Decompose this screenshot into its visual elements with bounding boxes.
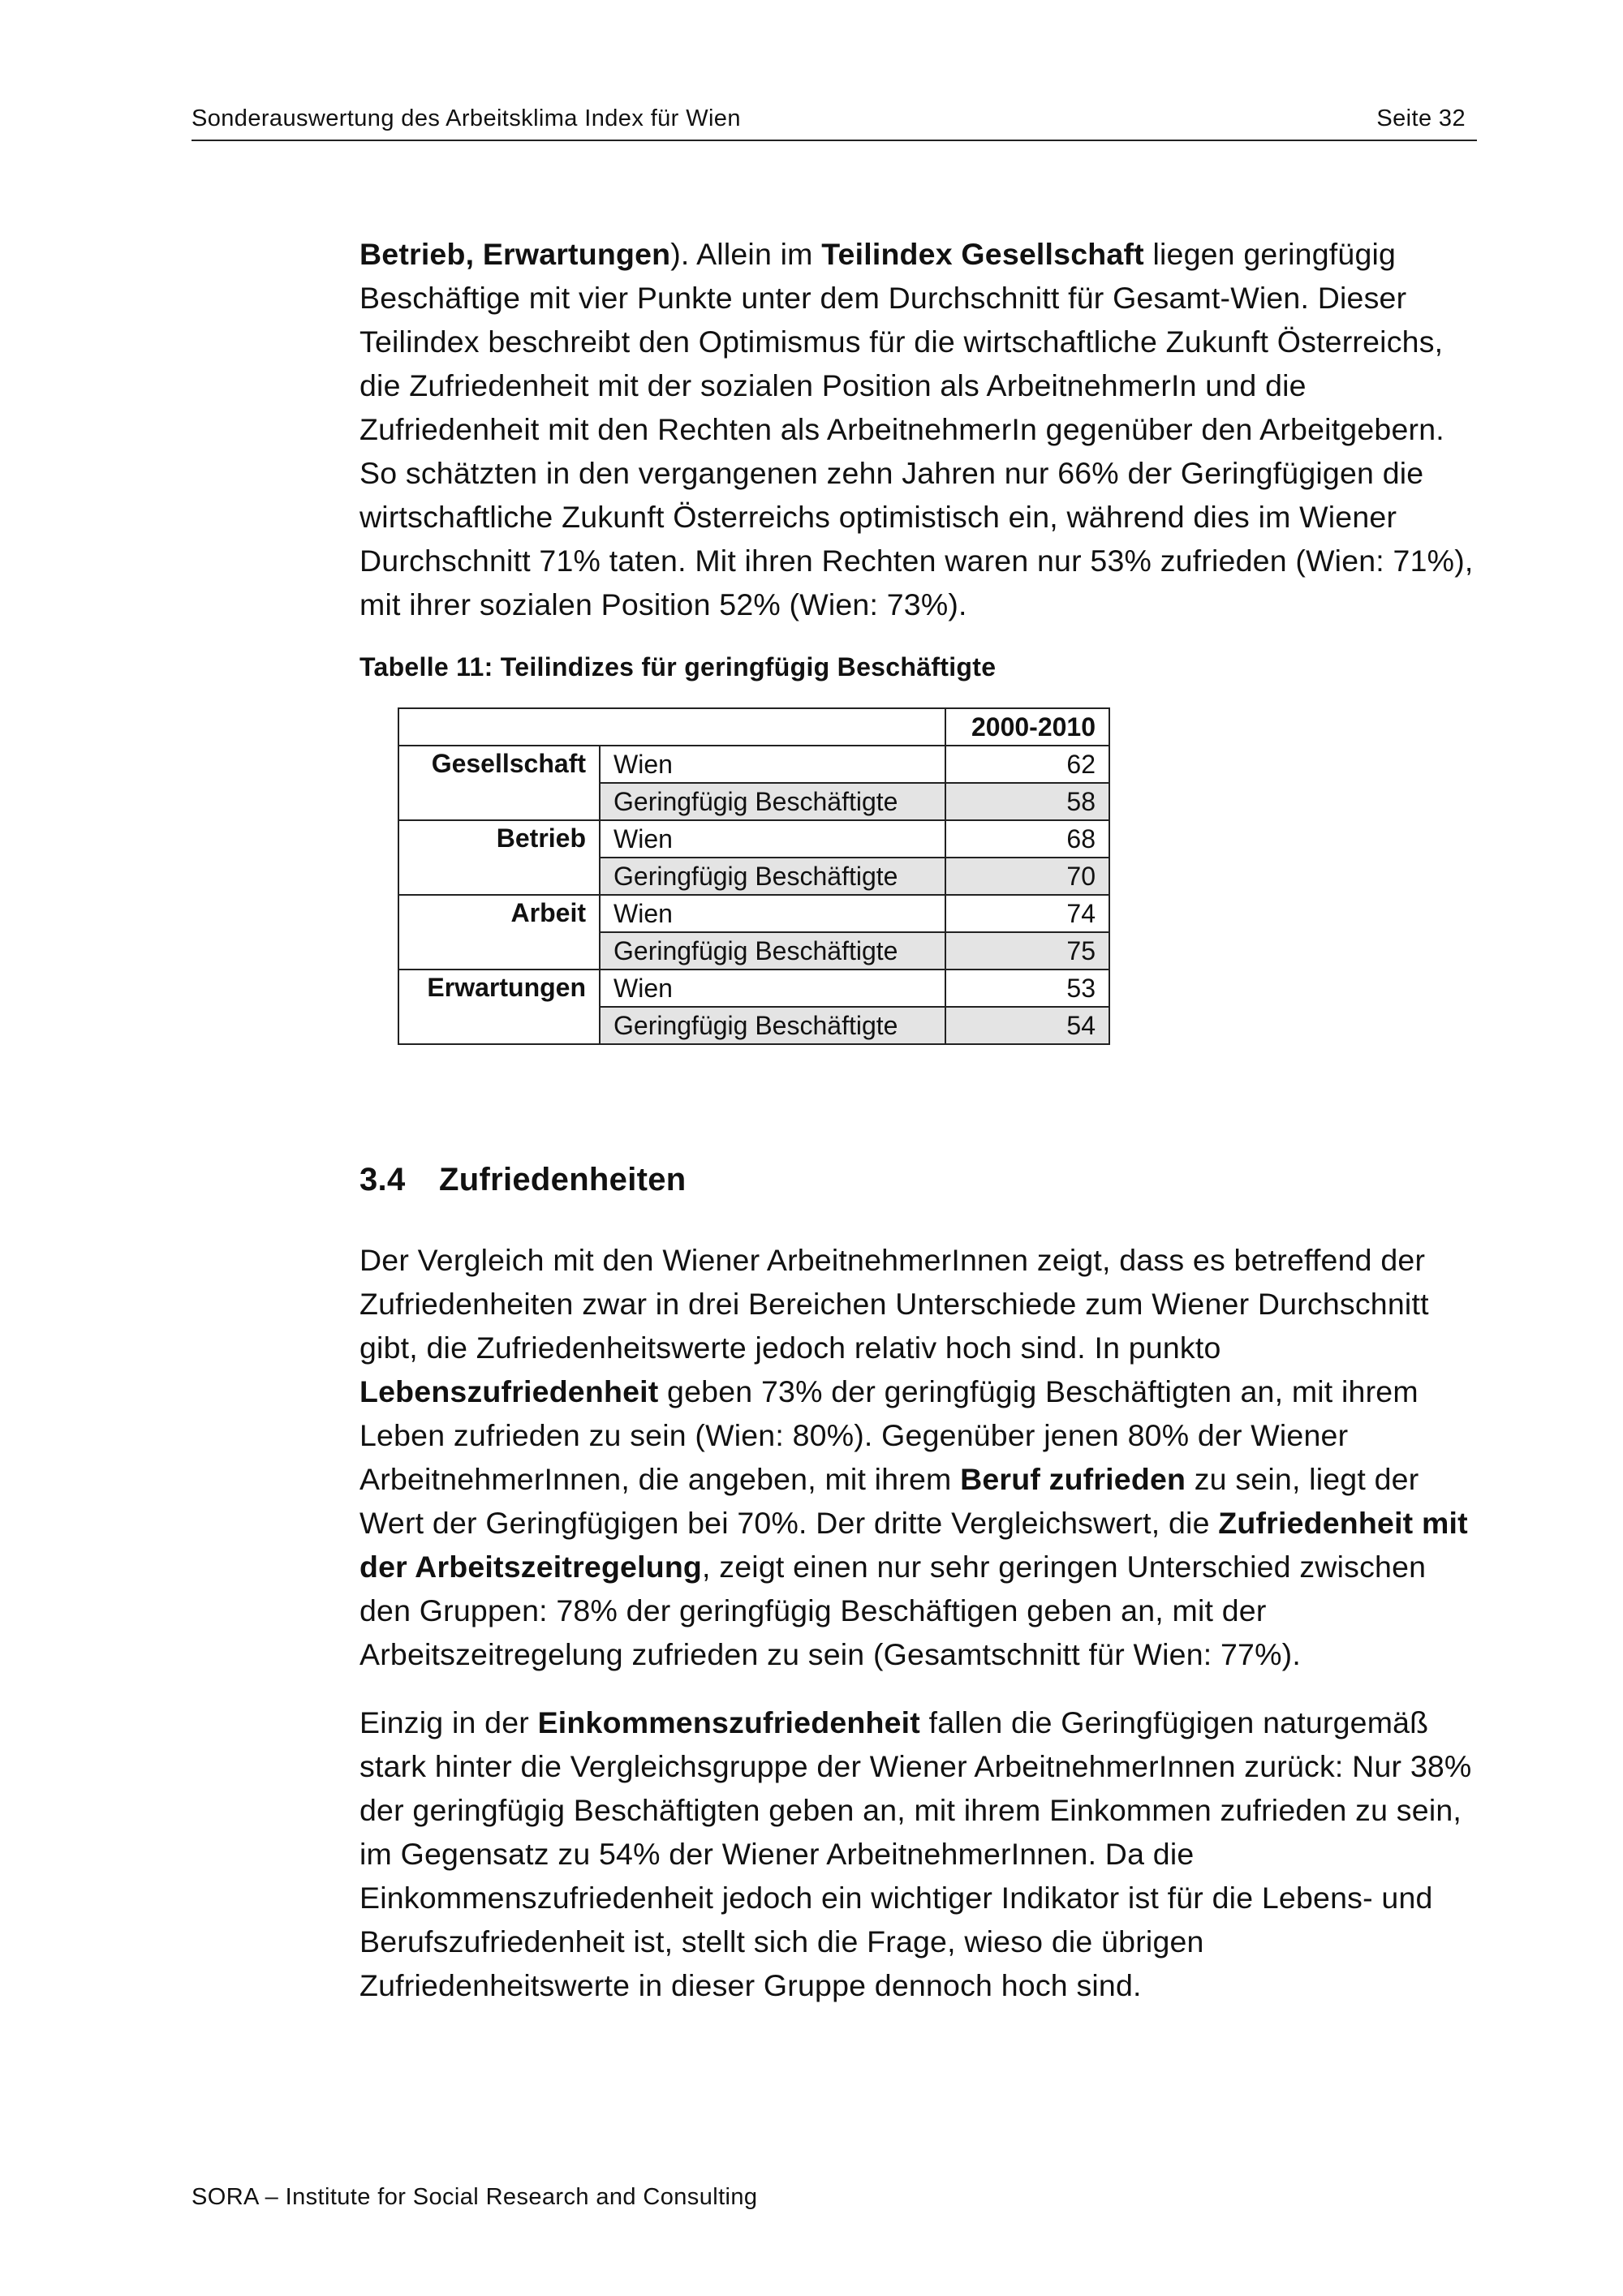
bold-phrase: Teilindex Gesellschaft <box>821 237 1144 271</box>
group-label: Erwartungen <box>398 970 600 1044</box>
row-label: Geringfügig Beschäftigte <box>600 1007 945 1044</box>
row-value: 75 <box>945 932 1109 970</box>
paragraph-zufriedenheiten: Der Vergleich mit den Wiener ArbeitnehmerInnen zeigt, dass es betreffend der Zufriedenheiten zwar in drei Bereichen Unterschiede zum Wiener Durchschnitt gibt, die Zufriedenheitswerte jedoch relativ hoch sind. In punkto Lebenszufriedenheit geben 73% der geringfügig Beschäftigten an, mit ihrem Leben zufrieden zu sein (Wien: 80%). Gegenüber jenen 80% der Wiener ArbeitnehmerInnen, die angeben, mit ihrem Beruf zufrieden zu sein, liegt der Wert der Geringfügigen bei 70%. Der dritte Vergleichswert, die Zufriedenheit mit der Arbeitszeitregelung, zeigt einen nur sehr geringen Unterschied zwischen den Gruppen: 78% der geringfügig Beschäftigen geben an, mit der Arbeitszeitregelung zufrieden zu sein (Gesamtschnitt für Wien: 77%). <box>359 1243 1468 1671</box>
paragraph-teilindex: Betrieb, Erwartungen). Allein im Teilindex Gesellschaft liegen geringfügig Beschäftige mit vier Punkte unter dem Durchschnitt für Gesamt-Wien. Dieser Teilindex beschreibt den Optimismus für die wirtschaftliche Zukunft Österreichs, die Zufriedenheit mit der sozialen Position als ArbeitnehmerIn und die Zufriedenheit mit den Rechten als ArbeitnehmerIn gegenüber den Arbeitgebern. So schätzten in den vergangenen zehn Jahren nur 66% der Geringfügigen die wirtschaftliche Zukunft Österreichs optimistisch ein, während dies im Wiener Durchschnitt 71% taten. Mit ihren Rechten waren nur 53% zufrieden (Wien: 71%), mit ihrer sozialen Position 52% (Wien: 73%). <box>359 237 1474 621</box>
bold-phrase: Einkommenszufriedenheit <box>537 1705 920 1739</box>
row-label: Geringfügig Beschäftigte <box>600 932 945 970</box>
section-title: Zufriedenheiten <box>439 1162 687 1197</box>
table-row <box>398 746 1109 783</box>
group-label: Gesellschaft <box>398 746 600 820</box>
row-value: 70 <box>945 858 1109 895</box>
row-label: Wien <box>600 820 945 858</box>
group-label: Betrieb <box>398 820 600 895</box>
row-value: 62 <box>945 746 1109 783</box>
row-value: 53 <box>945 970 1109 1007</box>
table-caption: Tabelle 11: Teilindizes für geringfügig Beschäftigte <box>359 652 997 681</box>
row-value: 74 <box>945 895 1109 932</box>
page-header <box>192 102 1477 141</box>
bold-phrase: Zufriedenheit mit der Arbeitszeitregelung <box>359 1506 1468 1584</box>
row-value: 58 <box>945 783 1109 820</box>
row-value: 54 <box>945 1007 1109 1044</box>
column-header: 2000-2010 <box>945 708 1109 746</box>
bold-phrase: Beruf zufrieden <box>960 1462 1186 1496</box>
row-label: Wien <box>600 895 945 932</box>
row-label: Geringfügig Beschäftigte <box>600 783 945 820</box>
document-title: Sonderauswertung des Arbeitsklima Index für Wien <box>192 105 741 131</box>
row-label: Wien <box>600 970 945 1007</box>
teilindizes-table <box>398 707 1110 1045</box>
group-label: Arbeit <box>398 895 600 970</box>
table-row <box>398 820 1109 858</box>
page-number: Seite 32 <box>1376 105 1466 131</box>
bold-phrase: Betrieb, Erwartungen <box>359 237 671 271</box>
section-heading <box>359 1162 687 1198</box>
paragraph-einkommen: Einzig in der Einkommenszufriedenheit fallen die Geringfügigen naturgemäß stark hinter die Vergleichsgruppe der Wiener ArbeitnehmerInnen zurück: Nur 38% der geringfügig Beschäftigten geben an, mit ihrem Einkommen zufrieden zu sein, im Gegensatz zu 54% der Wiener ArbeitnehmerInnen. Da die Einkommenszufriedenheit jedoch ein wichtiger Indikator ist für die Lebens- und Berufszufriedenheit ist, stellt sich die Frage, wieso die übrigen Zufriedenheitswerte in dieser Gruppe dennoch hoch sind. <box>359 1705 1472 2002</box>
row-label: Geringfügig Beschäftigte <box>600 858 945 895</box>
row-label: Wien <box>600 746 945 783</box>
row-value: 68 <box>945 820 1109 858</box>
page-footer: SORA – Institute for Social Research and Consulting <box>192 2184 758 2210</box>
section-number: 3.4 <box>359 1162 406 1197</box>
table-row <box>398 895 1109 932</box>
bold-phrase: Lebenszufriedenheit <box>359 1374 659 1408</box>
table-header-row <box>398 708 1109 746</box>
table-row <box>398 970 1109 1007</box>
